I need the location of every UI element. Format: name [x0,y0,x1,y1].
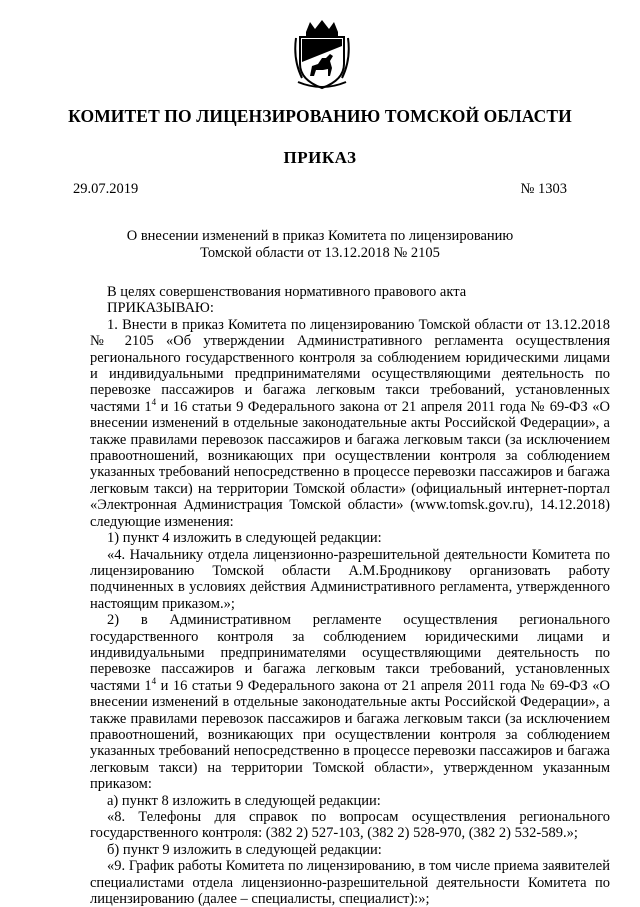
paragraph-2: 1) пункт 4 изложить в следующей редакции: [107,530,382,547]
paragraph-8: «9. График работы Комитета по лицензированию, в том числе приема заявителей специалистами отдела лицензионно-разрешительной деятельности Комитета по лицензированию (далее – специалисты, специалист):»; [90,858,610,907]
paragraph-4-part-b: и 16 статьи 9 Федерального закона от 21 апреля 2011 года № 69-ФЗ «О внесении изменений в отдельные законодательные акты Российской Федерации», а также правилами перевозок пассажиров и багажа легковым такси (за исключением правоотношений, возникающих при осуществлении контроля за соблюдением указанных требований непосредственно в процессе перевозки пассажиров и багажа легковым такси) на территории Томской области», утвержденном указанным приказом: [90,677,610,793]
paragraph-1-part-b: и 16 статьи 9 Федерального закона от 21 апреля 2011 года № 69-ФЗ «О внесении изменений в отдельные законодательные акты Российской Федерации», а также правилами перевозок пассажиров и багажа легковым такси (за исключением правоотношений, возникающих при осуществлении контроля за соблюдением указанных требований непосредственно в процессе перевозки пассажиров и багажа легковым такси) на территории Томской области» (официальный интернет-портал «Электронная Администрация Томской области» (www.tomsk.gov.ru), 14.12.2018) следующие изменения: [90,398,610,530]
paragraph-6: «8. Телефоны для справок по вопросам осуществления регионального государственного контроля: (382 2) 527-103, (382 2) 528-970, (382 2) 532-589.»; [90,809,610,842]
intro-paragraph: В целях совершенствования нормативного правового акта [107,284,467,300]
subject-line-2: Томской области от 13.12.2018 № 2105 [200,245,440,261]
paragraph-4 [90,612,610,792]
paragraph-1 [90,317,610,530]
paragraph-3: «4. Начальнику отдела лицензионно-разрешительной деятельности Комитета по лицензированию Томской области А.М.Бродникову организовать работу подчиненных в условиях действия Административного регламента, утвержденного настоящим приказом.»; [90,546,610,612]
organization-name: КОМИТЕТ ПО ЛИЦЕНЗИРОВАНИЮ ТОМСКОЙ ОБЛАСТИ [68,106,572,126]
superscript: 4 [151,675,157,686]
paragraph-7: б) пункт 9 изложить в следующей редакции: [107,841,382,858]
document-type: ПРИКАЗ [283,148,357,167]
superscript: 4 [151,397,157,408]
paragraph-1-part-a: 1. Внести в приказ Комитета по лицензированию Томской области от 13.12.2018 № 2105 «Об утверждении Административного регламента осуществления регионального государственного контроля за соблюдением юридическими лицами и индивидуальными предпринимателями осуществляющими деятельность по перевозке пассажиров и багажа легковым такси требований, установленных частями 1 [90,316,610,415]
document-subject [100,228,540,262]
order-heading: ПРИКАЗЫВАЮ: [107,300,214,317]
subject-line-1: О внесении изменений в приказ Комитета по лицензированию [126,228,514,244]
document-number: № 1303 [520,181,567,197]
tomsk-oblast-coat-of-arms-icon [292,18,352,90]
document-date: 29.07.2019 [73,181,139,197]
paragraph-4-part-a: 2) в Административном регламенте осуществления регионального государственного контроля за соблюдением юридическими лицами и индивидуальными предпринимателями осуществляющими деятельность по перевозке пассажиров и багажа легковым такси требований, установленных частями 1 [90,612,610,694]
document-body [90,284,610,907]
paragraph-5: а) пункт 8 изложить в следующей редакции: [107,792,381,809]
